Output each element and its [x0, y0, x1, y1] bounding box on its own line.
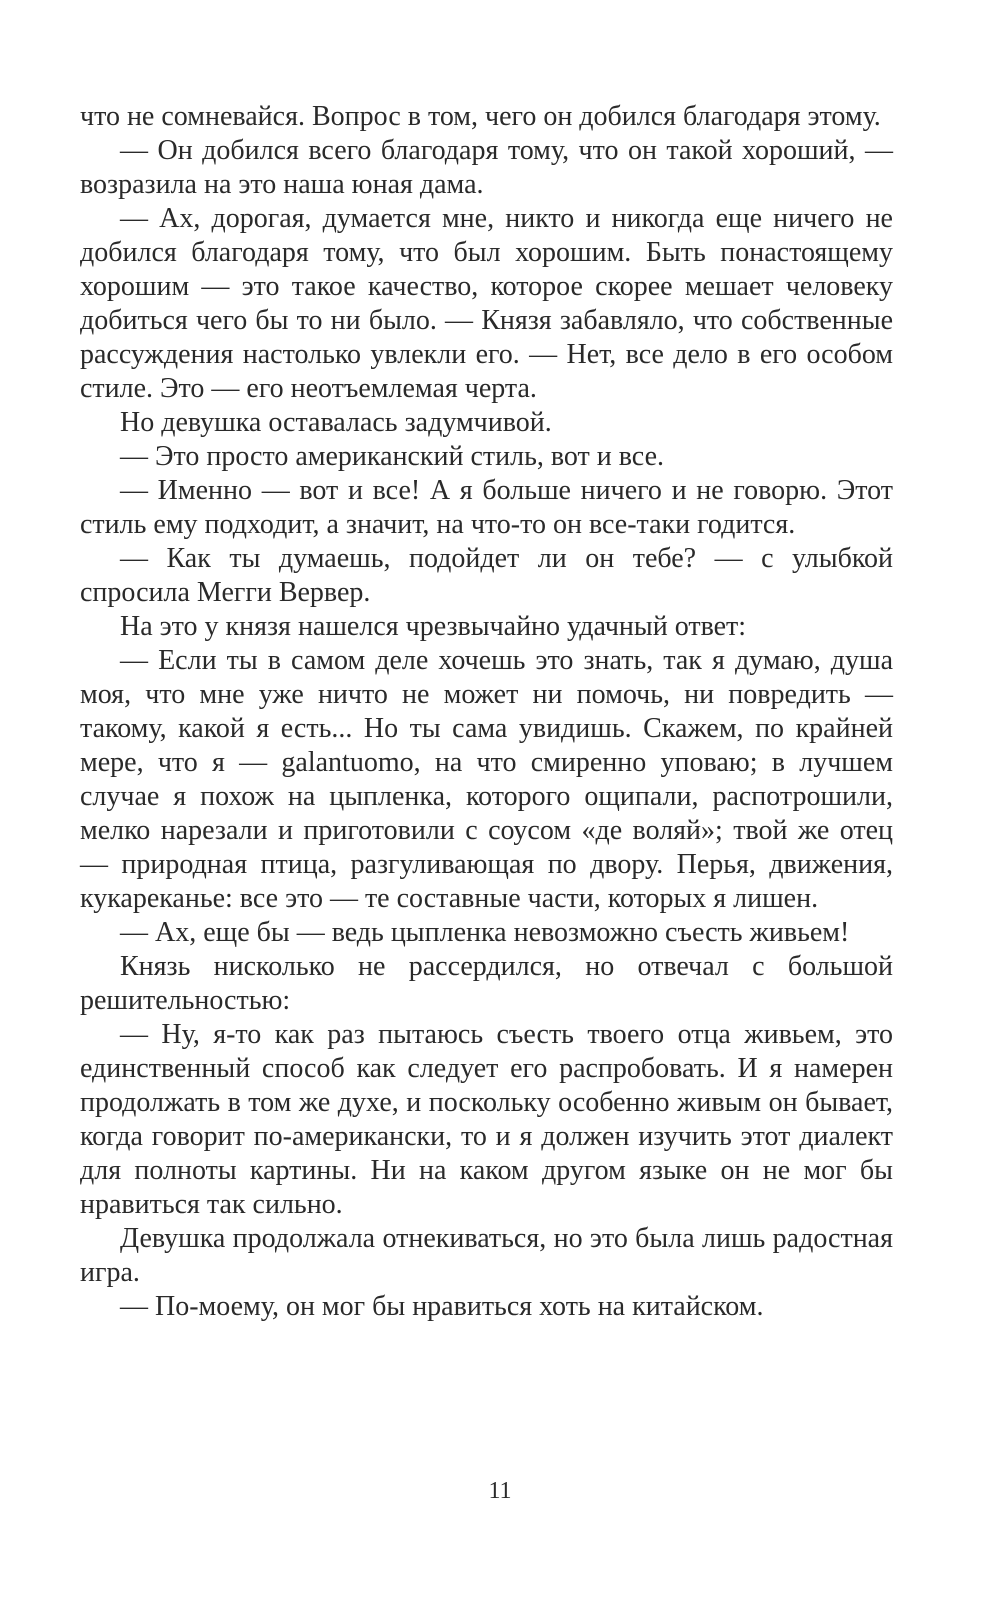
paragraph-narration: Князь нисколько не рассердился, но отвечал с большой решительностью:	[80, 951, 893, 1016]
paragraph-dialogue: — Ах, еще бы — ведь цыпленка невозможно съесть живьем!	[120, 917, 850, 948]
page-number: 11	[488, 1478, 512, 1504]
paragraph-narration: На это у князя нашелся чрезвычайно удачный ответ:	[120, 611, 747, 642]
paragraph-dialogue: — Как ты думаешь, подойдет ли он тебе? — с улыбкой спросила Мегги Вервер.	[80, 543, 893, 608]
paragraph-dialogue: — Именно — вот и все! А я больше ничего и не говорю. Этот стиль ему подходит, а значит, на что-то он все-таки годится.	[80, 475, 893, 540]
book-page-text	[80, 100, 893, 1324]
paragraph-dialogue: — Он добился всего благодаря тому, что он такой хороший, — возразила на это наша юная дама.	[80, 135, 893, 200]
paragraph-dialogue: — Ну, я-то как раз пытаюсь съесть твоего отца живьем, это единственный способ как следует его распробовать. И я намерен продолжать в том же духе, и поскольку особенно живым он бывает, когда говорит по-американски, то и я должен изучить этот диалект для полноты картины. Ни на каком другом языке он не мог бы нравиться так сильно.	[80, 1019, 893, 1220]
paragraph-dialogue: — Если ты в самом деле хочешь это знать, так я думаю, душа моя, что мне уже ничто не может ни помочь, ни повредить — такому, какой я есть... Но ты сама увидишь. Скажем, по крайней мере, что я — galantuomo, на что смиренно уповаю; в лучшем случае я похож на цыпленка, которого ощипали, распотрошили, мелко нарезали и приготовили с соусом «де воляй»; твой же отец — природная птица, разгуливающая по двору. Перья, движения, кукареканье: все это — те составные части, которых я лишен.	[80, 645, 893, 914]
paragraph-dialogue: — По-моему, он мог бы нравиться хоть на китайском.	[120, 1291, 764, 1322]
paragraph-narration: Но девушка оставалась задумчивой.	[120, 407, 552, 438]
paragraph-continuation: что не сомневайся. Вопрос в том, чего он добился благодаря этому.	[80, 101, 881, 132]
paragraph-narration: Девушка продолжала отнекиваться, но это была лишь радостная игра.	[80, 1223, 893, 1288]
paragraph-dialogue: — Ах, дорогая, думается мне, никто и никогда еще ничего не добился благодаря тому, что был хорошим. Быть понастоящему хорошим — это такое качество, которое скорее мешает человеку добиться чего бы то ни было. — Князя забавляло, что собственные рассуждения настолько увлекли его. — Нет, все дело в его особом стиле. Это — его неотъемлемая черта.	[80, 203, 893, 404]
paragraph-dialogue: — Это просто американский стиль, вот и все.	[120, 441, 665, 472]
